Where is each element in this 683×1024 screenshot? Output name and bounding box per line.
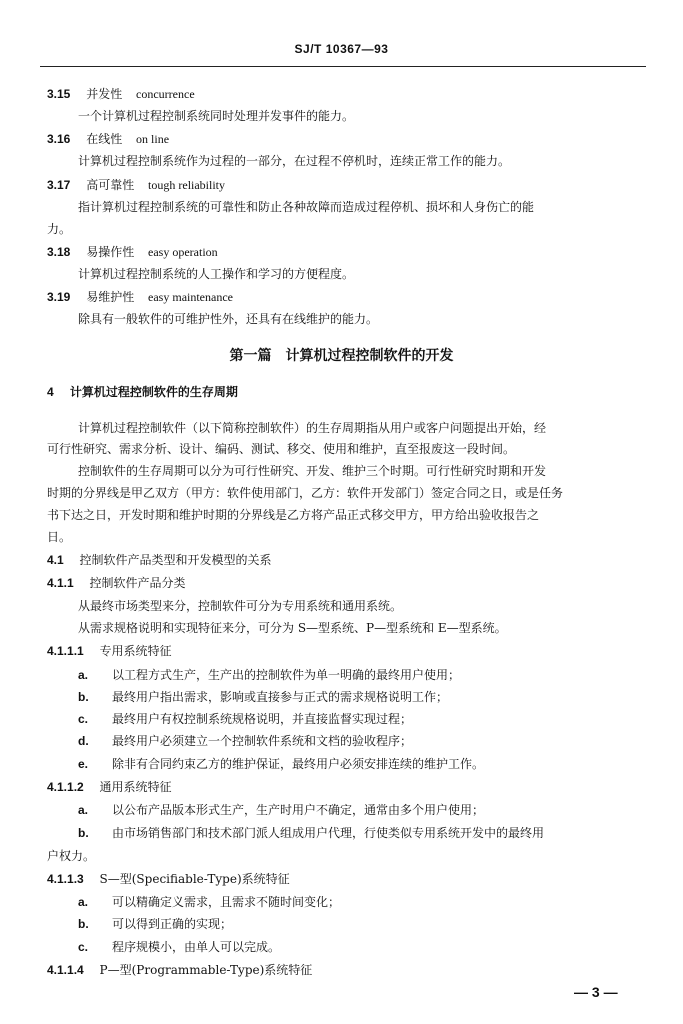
section-4-1-1-line1: 从最终市场类型来分，控制软件可分为专用系统和通用系统。 xyxy=(78,599,403,613)
section-number: 4.1.1.3 xyxy=(47,872,84,886)
section-title: 控制软件产品分类 xyxy=(89,576,186,590)
section-title: 计算机过程控制软件的生存周期 xyxy=(69,385,238,399)
section-number: 4.1 xyxy=(47,553,64,567)
section-4-heading xyxy=(47,384,238,400)
list-text: 最终用户有权控制系统规格说明，并直接监督实现过程； xyxy=(112,712,413,726)
list-text: 可以精确定义需求，且需求不随时间变化； xyxy=(112,895,341,909)
list-text: 由市场销售部门和技术部门派人组成用户代理，行使类似专用系统开发中的最终用 xyxy=(112,826,545,840)
term-en: concurrence xyxy=(136,87,195,101)
section-title: P—型(Programmable-Type)系统特征 xyxy=(99,963,313,977)
section-number: 4.1.1.1 xyxy=(47,644,84,658)
list-text: 以公布产品版本形式生产，生产时用户不确定，通常由多个用户使用； xyxy=(112,803,485,817)
section-4-1-heading xyxy=(47,552,272,568)
section-4-1-1-1-heading xyxy=(47,643,172,659)
term-3-15-heading xyxy=(47,86,195,102)
section-4-para1-line2: 可行性研究、需求分析、设计、编码、测试、移交、使用和维护，直至报废这一段时间。 xyxy=(47,442,516,456)
term-number: 3.15 xyxy=(47,87,71,101)
section-title: S—型(Specifiable-Type)系统特征 xyxy=(99,872,290,886)
section-4-para2-line1: 控制软件的生存周期可以分为可行性研究、开发、维护三个时期。可行性研究时期和开发 xyxy=(78,464,547,478)
list-item-continuation: 户权力。 xyxy=(47,849,96,863)
section-4-1-1-3-heading xyxy=(47,871,290,887)
term-zh: 易操作性 xyxy=(86,245,135,259)
list-marker: a. xyxy=(78,668,89,682)
list-marker: a. xyxy=(78,803,89,817)
list-text: 可以得到正确的实现； xyxy=(112,917,233,931)
term-3-19-heading xyxy=(47,289,233,305)
section-number: 4.1.1 xyxy=(47,576,74,590)
list-item xyxy=(78,802,484,818)
term-3-16-definition: 计算机过程控制系统作为过程的一部分，在过程不停机时，连续正常工作的能力。 xyxy=(78,154,511,168)
term-3-15-definition: 一个计算机过程控制系统同时处理并发事件的能力。 xyxy=(78,109,355,123)
term-zh: 并发性 xyxy=(86,87,123,101)
list-item xyxy=(78,756,484,772)
section-title: 控制软件产品类型和开发模型的关系 xyxy=(79,553,272,567)
list-text: 最终用户指出需求，影响或直接参与正式的需求规格说明工作； xyxy=(112,690,449,704)
term-number: 3.18 xyxy=(47,245,71,259)
section-4-para2-line4: 日。 xyxy=(47,530,72,544)
section-title: 通用系统特征 xyxy=(99,780,172,794)
list-item xyxy=(78,689,448,705)
list-item xyxy=(78,916,232,932)
list-marker: b. xyxy=(78,917,89,931)
page-number: — 3 — xyxy=(574,984,618,1000)
part-title: 第一篇 计算机过程控制软件的开发 xyxy=(229,348,454,364)
term-3-17-heading xyxy=(47,177,225,193)
section-4-para2-line3: 书下达之日，开发时期和维护时期的分界线是乙方将产品正式移交甲方，甲方给出验收报告之 xyxy=(47,508,540,522)
term-3-16-heading xyxy=(47,131,169,147)
term-number: 3.16 xyxy=(47,132,71,146)
list-text: 除非有合同约束乙方的维护保证，最终用户必须安排连续的维护工作。 xyxy=(112,757,485,771)
section-4-para1-line1: 计算机过程控制软件（以下简称控制软件）的生存周期指从用户或客户问题提出开始，经 xyxy=(78,421,547,435)
list-text: 以工程方式生产，生产出的控制软件为单一明确的最终用户使用； xyxy=(112,668,461,682)
term-en: tough reliability xyxy=(148,178,226,192)
section-number: 4 xyxy=(47,385,54,399)
term-zh: 易维护性 xyxy=(86,290,135,304)
term-zh: 在线性 xyxy=(86,132,123,146)
term-3-17-definition-line2: 力。 xyxy=(47,222,72,236)
list-marker: a. xyxy=(78,895,89,909)
list-item xyxy=(78,733,412,749)
list-marker: c. xyxy=(78,712,89,726)
term-en: easy operation xyxy=(148,245,218,259)
header-rule xyxy=(40,66,646,67)
list-item xyxy=(78,667,460,683)
list-item xyxy=(78,825,544,841)
list-marker: b. xyxy=(78,690,89,704)
term-en: easy maintenance xyxy=(148,290,233,304)
term-zh: 高可靠性 xyxy=(86,178,135,192)
term-en: on line xyxy=(136,132,170,146)
term-3-17-definition-line1: 指计算机过程控制系统的可靠性和防止各种故障而造成过程停机、损坏和人身伤亡的能 xyxy=(78,200,535,214)
term-3-18-heading xyxy=(47,244,218,260)
section-4-para2-line2: 时期的分界线是甲乙双方（甲方：软件使用部门，乙方：软件开发部门）签定合同之日，或是任务 xyxy=(47,486,564,500)
list-item xyxy=(78,711,412,727)
list-marker: e. xyxy=(78,757,89,771)
list-item xyxy=(78,939,280,955)
list-marker: d. xyxy=(78,734,89,748)
section-number: 4.1.1.4 xyxy=(47,963,84,977)
section-4-1-1-2-heading xyxy=(47,779,172,795)
list-marker: b. xyxy=(78,826,89,840)
list-item xyxy=(78,894,340,910)
section-4-1-1-line2: 从需求规格说明和实现特征来分，可分为 S—型系统、P—型系统和 E—型系统。 xyxy=(78,621,507,635)
list-text: 程序规模小，由单人可以完成。 xyxy=(112,940,281,954)
term-number: 3.17 xyxy=(47,178,71,192)
section-title: 专用系统特征 xyxy=(99,644,172,658)
list-marker: c. xyxy=(78,940,89,954)
section-4-1-1-heading xyxy=(47,575,186,591)
term-3-19-definition: 除具有一般软件的可维护性外，还具有在线维护的能力。 xyxy=(78,312,379,326)
term-3-18-definition: 计算机过程控制系统的人工操作和学习的方便程度。 xyxy=(78,267,355,281)
section-4-1-1-4-heading xyxy=(47,962,312,978)
list-text: 最终用户必须建立一个控制软件系统和文档的验收程序； xyxy=(112,734,413,748)
term-number: 3.19 xyxy=(47,290,71,304)
document-header: SJ/T 10367—93 xyxy=(294,42,389,56)
section-number: 4.1.1.2 xyxy=(47,780,84,794)
